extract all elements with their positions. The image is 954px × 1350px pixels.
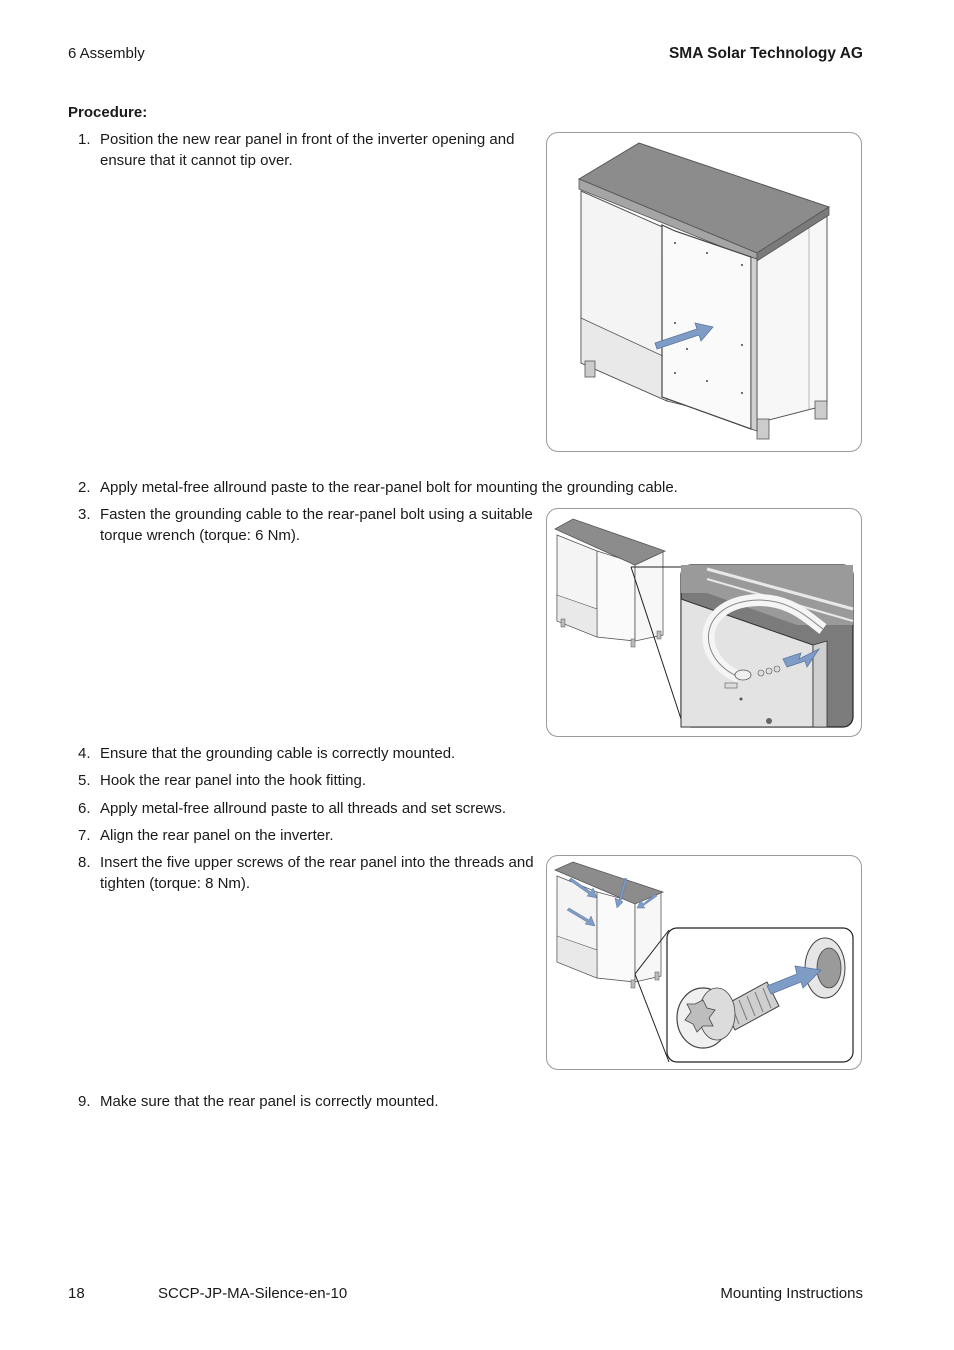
figure-screw-insertion [546,855,862,1070]
grounding-illustration [547,509,862,737]
inverter-illustration [547,133,862,452]
step-text: Align the rear panel on the inverter. [100,827,334,844]
step-text: Fasten the grounding cable to the rear-panel bolt using a suitable [100,506,533,523]
footer-page-number: 18 [68,1285,85,1302]
figure-rear-panel-position [546,132,862,452]
step-number: 1. [78,131,91,148]
step-number: 5. [78,772,91,789]
header-company: SMA Solar Technology AG [668,45,863,62]
step-number: 9. [78,1093,91,1110]
step-text: Make sure that the rear panel is correctly mounted. [100,1093,439,1110]
step-text: Insert the five upper screws of the rear panel into the threads and [100,854,534,871]
step-text: tighten (torque: 8 Nm). [100,875,251,892]
footer-doc-type: Mounting Instructions [720,1285,863,1302]
step-number: 8. [78,854,91,871]
procedure-label: Procedure: [68,104,148,121]
step-number: 6. [78,800,91,817]
screw-illustration [547,856,862,1070]
header-section: 6 Assembly [68,45,145,62]
step-text: Apply metal-free allround paste to all threads and set screws. [100,800,507,817]
step-text: torque wrench (torque: 6 Nm). [100,527,301,544]
step-text: Hook the rear panel into the hook fitting. [100,772,367,789]
step-number: 3. [78,506,91,523]
step-text: Apply metal-free allround paste to the rear-panel bolt for mounting the grounding cable. [100,479,678,496]
step-number: 4. [78,745,91,762]
step-text: ensure that it cannot tip over. [100,152,293,169]
figure-grounding-cable [546,508,862,737]
step-text: Ensure that the grounding cable is correctly mounted. [100,745,456,762]
step-number: 2. [78,479,91,496]
footer-doc-id: SCCP-JP-MA-Silence-en-10 [158,1285,348,1302]
step-text: Position the new rear panel in front of the inverter opening and [100,131,515,148]
step-number: 7. [78,827,91,844]
